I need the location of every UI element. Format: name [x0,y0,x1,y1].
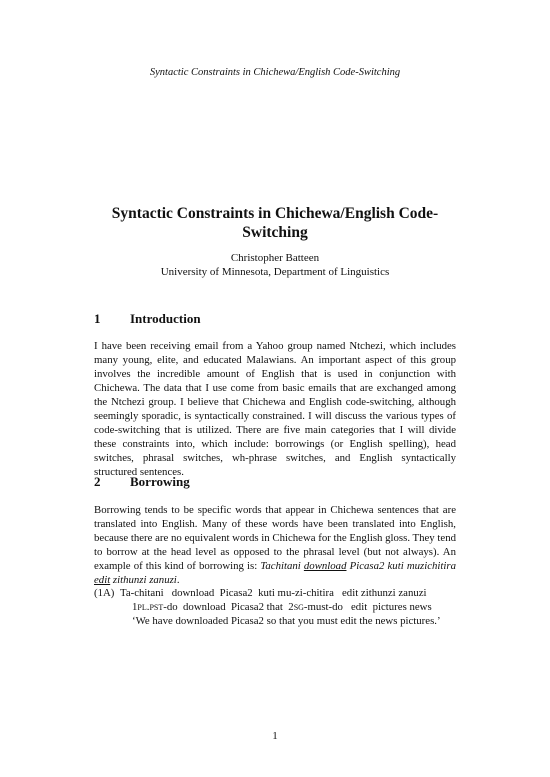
section-title: Introduction [130,311,201,326]
inline-example-underlined-word: edit [94,574,111,586]
gloss-example-1a [94,586,474,630]
author-name: Christopher Batteen [230,252,320,264]
page-number: 1 [272,730,278,742]
section-heading-borrowing [94,474,190,490]
section-number: 2 [94,474,101,489]
borrowing-paragraph: Borrowing tends to be specific words that appear in Chichewa sentences that are translated into English. Many of these words have been translated into English, because there are no equivalent words in Chichewa for the English gloss. They tend to borrow at the head level as opposed to the phrasal level (but not always). An example of this kind of borrowing is: Tachitani download Picasa2 kuti muzichitira edit zithunzi zanuzi. [94,504,457,586]
example-translation-line: ‘We have downloaded Picasa2 so that you must edit the news pictures.’ [132,615,441,627]
inline-example: Tachitani download Picasa2 kuti muzichitira edit zithunzi zanuzi [94,560,457,586]
author-affiliation: University of Minnesota, Department of Linguistics [160,266,390,278]
example-source-line: Ta-chitani download Picasa2 kuti mu-zi-chitira edit zithunzi zanuzi [120,587,427,599]
section-heading-introduction [94,311,201,327]
introduction-paragraph: I have been receiving email from a Yahoo group named Ntchezi, which includes many young, elite, and educated Malawians. An important aspect of this group involves the incredible amount of English that is used in conjunction with Chichewa. The data that I use come from basic emails that are exchanged among the Ntchezi group. I believe that Chichewa and English code-switching, although seemingly sporadic, is syntactically constrained. I will discuss the various types of code-switching that is utilized. There are five main categories that I will divide these constraints into, which include: borrowings (or English spelling), head switches, phrasal switches, wh-phrase switches, and English syntactically structured sentences. [94,340,456,478]
paper-title: Syntactic Constraints in Chichewa/English Code-Switching [111,205,439,241]
running-head: Syntactic Constraints in Chichewa/English Code-Switching [149,67,401,78]
section-number: 1 [94,311,101,326]
example-label: (1A) [94,587,115,599]
inline-example-underlined-word: download [303,560,347,572]
section-title: Borrowing [130,474,190,489]
borrowing-intro-text: Borrowing tends to be specific words that appear in Chichewa sentences that are translated into English. Many of these words have been translated into English, because there are no equivalent words in Chichewa for the English gloss. They tend to borrow at the head level as opposed to the phrasal level (but not always). An example of this kind of borrowing is: [94,504,456,572]
example-gloss-line: 1pl.pst-do download Picasa2 that 2sg-must-do edit pictures news [132,601,432,613]
